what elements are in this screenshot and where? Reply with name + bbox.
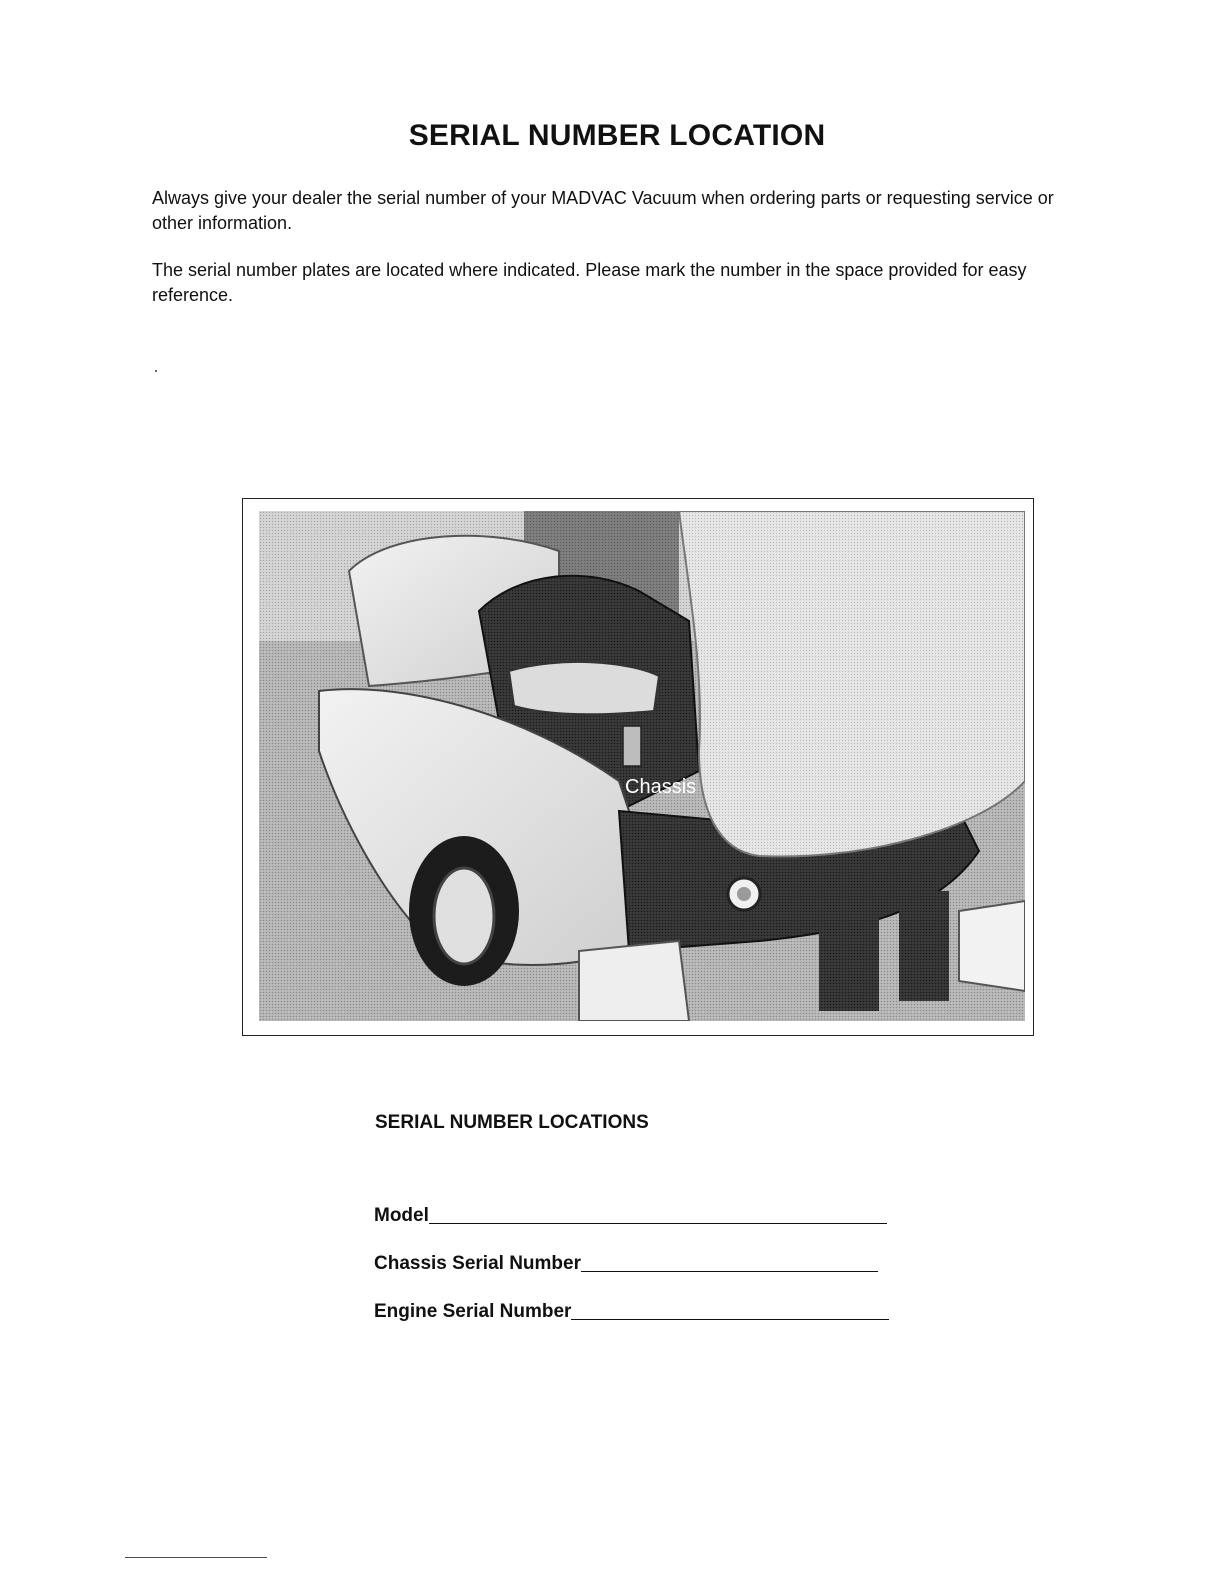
chassis-serial-label: Chassis Serial Number bbox=[374, 1253, 581, 1274]
model-field[interactable] bbox=[374, 1203, 887, 1227]
footer-rule bbox=[125, 1557, 267, 1558]
chassis-callout-label: Chassis bbox=[625, 776, 697, 798]
instructions-paragraph: The serial number plates are located where indicated. Please mark the number in the space provided for easy reference. bbox=[152, 260, 1027, 305]
engine-serial-field[interactable] bbox=[374, 1299, 889, 1323]
engine-serial-label: Engine Serial Number bbox=[374, 1301, 572, 1322]
intro-paragraph: Always give your dealer the serial number of your MADVAC Vacuum when ordering parts or requesting service or other information. bbox=[152, 188, 1054, 233]
chassis-serial-field[interactable] bbox=[374, 1251, 878, 1275]
vehicle-photo bbox=[259, 511, 1025, 1021]
stray-mark bbox=[155, 370, 157, 372]
model-label: Model bbox=[374, 1205, 429, 1226]
model-blank-line[interactable] bbox=[429, 1203, 887, 1224]
form-heading: SERIAL NUMBER LOCATIONS bbox=[375, 1112, 649, 1133]
chassis-serial-blank-line[interactable] bbox=[581, 1251, 878, 1272]
page-title: SERIAL NUMBER LOCATION bbox=[408, 119, 826, 152]
vehicle-photo-frame bbox=[242, 498, 1034, 1036]
engine-serial-blank-line[interactable] bbox=[571, 1299, 889, 1320]
